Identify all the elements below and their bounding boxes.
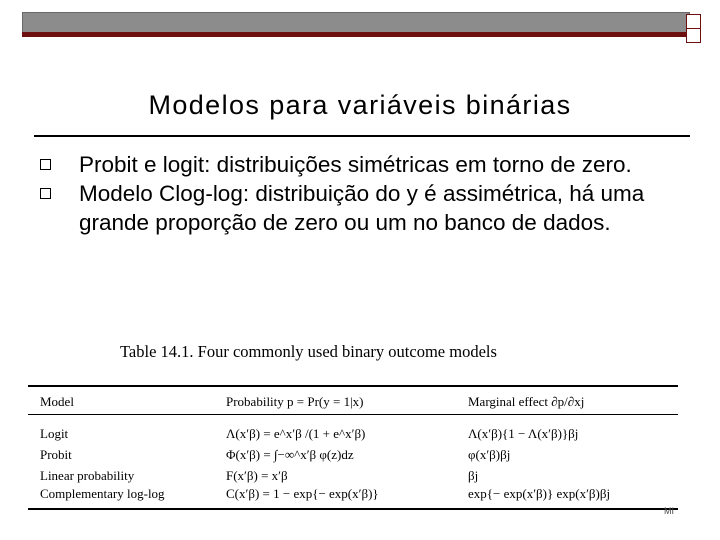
row-model: Linear probability [40,468,135,483]
row-probability: Λ(x′β) = e^x′β /(1 + e^x′β) [226,426,366,441]
bullet-text: Probit e logit: distribuições simétricas em torno de zero. [79,152,632,177]
bullet-list [40,150,700,237]
table-caption: Table 14.1. Four commonly used binary outcome models [120,342,497,361]
row-model: Complementary log-log [40,486,165,501]
bullet-item [40,179,700,237]
table-bottom-rule [28,508,678,510]
row-marginal-effect: βj [468,468,479,483]
table-top-rule [28,385,678,387]
row-model: Logit [40,426,69,441]
corner-square-icon [686,14,701,29]
title-underline [34,135,690,137]
hollow-square-bullet-icon [40,188,51,199]
table-header-rule [28,414,678,415]
row-model: Probit [40,447,72,462]
row-probability: Φ(x′β) = ∫−∞^x′β φ(z)dz [226,447,354,462]
row-marginal-effect: Λ(x′β){1 − Λ(x′β)}βj [468,426,579,441]
bullet-item [40,150,700,179]
top-banner-accent-line [22,32,688,37]
corner-square-icon [686,28,701,43]
row-probability: C(x′β) = 1 − exp{− exp(x′β)} [226,486,379,501]
slide-title: Modelos para variáveis binárias [148,90,572,120]
row-marginal-effect: exp{− exp(x′β)} exp(x′β)βj [468,486,611,501]
row-probability: F(x′β) = x′β [226,468,288,483]
row-marginal-effect: φ(x′β)βj [468,447,511,462]
hollow-square-bullet-icon [40,159,51,170]
header-model: Model [40,394,74,409]
table-page-number: MI [664,506,674,516]
header-marginal-effect: Marginal effect ∂p/∂xj [468,394,585,409]
header-probability: Probability p = Pr(y = 1|x) [226,394,364,409]
bullet-text: Modelo Clog-log: distribuição do y é assimétrica, há uma grande proporção de zero ou um no banco de dados. [79,181,645,235]
